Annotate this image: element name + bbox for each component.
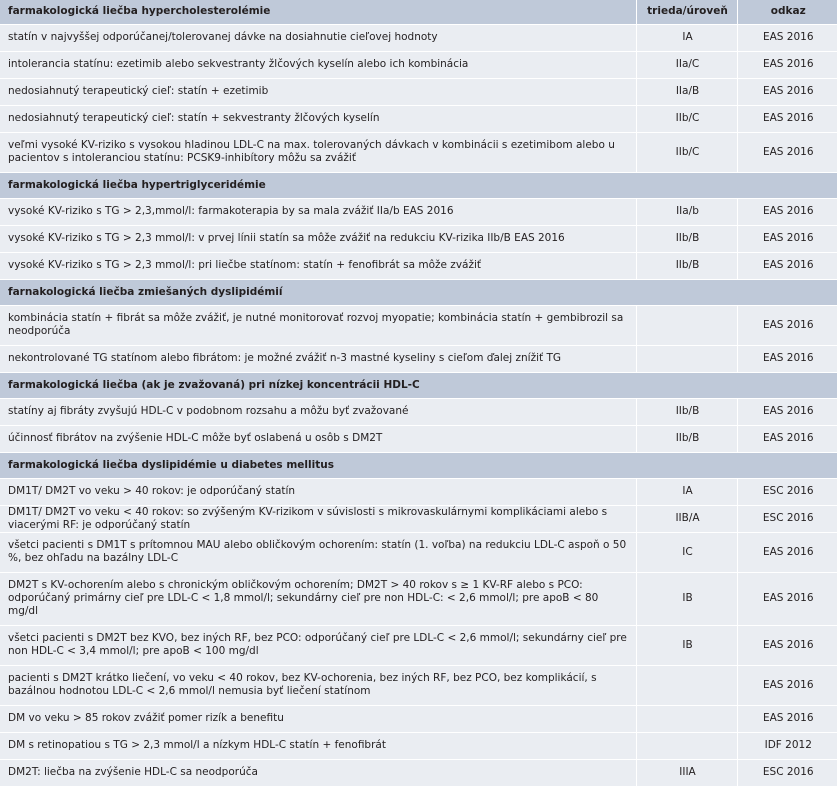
- column-header-reference: odkaz: [737, 0, 837, 24]
- recommendation-cell: DM1T/ DM2T vo veku > 40 rokov: je odporúčaný statín: [0, 478, 636, 505]
- table-row: [0, 78, 837, 105]
- recommendation-cell: nekontrolované TG statínom alebo fibrátom: je možné zvážiť n-3 mastné kyseliny s cieľom ďalej znížiť TG: [0, 345, 636, 372]
- recommendation-cell: vysoké KV-riziko s TG > 2,3,mmol/l: farmakoterapia by sa mala zvážiť IIa/b EAS 2016: [0, 198, 636, 225]
- reference-cell: EAS 2016: [737, 252, 837, 279]
- table-row: [0, 665, 837, 705]
- level-cell: IIb/B: [636, 252, 737, 279]
- level-cell: IB: [636, 625, 737, 665]
- level-cell: [636, 665, 737, 705]
- recommendation-cell: kombinácia statín + fibrát sa môže zvážiť, je nutné monitorovať rozvoj myopatie; kombinácia statín + gembibrozil sa neodporúča: [0, 305, 636, 345]
- section-header-row: [0, 372, 837, 398]
- level-cell: IIb/B: [636, 425, 737, 452]
- level-cell: IIB/A: [636, 505, 737, 532]
- table-row: [0, 625, 837, 665]
- table-row: [0, 345, 837, 372]
- reference-cell: EAS 2016: [737, 665, 837, 705]
- table-row: [0, 51, 837, 78]
- table-row: [0, 532, 837, 572]
- level-cell: IIb/B: [636, 398, 737, 425]
- recommendation-cell: DM s retinopatiou s TG > 2,3 mmol/l a nízkym HDL-C statín + fenofibrát: [0, 732, 636, 759]
- table-row: [0, 198, 837, 225]
- recommendation-cell: veľmi vysoké KV-riziko s vysokou hladinou LDL-C na max. tolerovaných dávkach v kombinácii s ezetimibom alebo u pacientov s intoleranciou statínu: PCSK9-inhibítory môžu sa zvážiť: [0, 132, 636, 172]
- recommendation-cell: všetci pacienti s DM2T bez KVO, bez iných RF, bez PCO: odporúčaný cieľ pre LDL-C < 2,6 mmol/l; sekundárny cieľ pre non HDL-C < 3,4 mmol/l; pre apoB < 100 mg/dl: [0, 625, 636, 665]
- section-header-row: [0, 452, 837, 478]
- reference-cell: EAS 2016: [737, 532, 837, 572]
- recommendation-cell: nedosiahnutý terapeutický cieľ: statín + ezetimib: [0, 78, 636, 105]
- reference-cell: EAS 2016: [737, 345, 837, 372]
- reference-cell: EAS 2016: [737, 78, 837, 105]
- reference-cell: EAS 2016: [737, 198, 837, 225]
- table-row: [0, 305, 837, 345]
- table-row: [0, 705, 837, 732]
- recommendation-cell: účinnosť fibrátov na zvýšenie HDL-C môže byť oslabená u osôb s DM2T: [0, 425, 636, 452]
- table-row: [0, 572, 837, 625]
- table-row: [0, 132, 837, 172]
- recommendation-cell: DM2T s KV-ochorením alebo s chronickým obličkovým ochorením; DM2T > 40 rokov s ≥ 1 KV-RF alebo s PCO: odporúčaný primárny cieľ pre LDL-C < 1,8 mmol/l; sekundárny cieľ pre non HDL-C: < 2,6 mmol/l; pre apoB < 80 mg/dl: [0, 572, 636, 625]
- table-row: [0, 398, 837, 425]
- reference-cell: EAS 2016: [737, 225, 837, 252]
- reference-cell: EAS 2016: [737, 305, 837, 345]
- reference-cell: EAS 2016: [737, 51, 837, 78]
- level-cell: [636, 705, 737, 732]
- level-cell: IB: [636, 572, 737, 625]
- recommendation-cell: DM2T: liečba na zvýšenie HDL-C sa neodporúča: [0, 759, 636, 786]
- column-header-level: trieda/úroveň: [636, 0, 737, 24]
- reference-cell: EAS 2016: [737, 132, 837, 172]
- level-cell: IA: [636, 24, 737, 51]
- reference-cell: ESC 2016: [737, 505, 837, 532]
- section-title: farmakologická liečba (ak je zvažovaná) pri nízkej koncentrácii HDL-C: [0, 372, 837, 398]
- reference-cell: EAS 2016: [737, 625, 837, 665]
- reference-cell: EAS 2016: [737, 24, 837, 51]
- level-cell: IIa/B: [636, 78, 737, 105]
- reference-cell: ESC 2016: [737, 759, 837, 786]
- reference-cell: EAS 2016: [737, 572, 837, 625]
- recommendation-cell: DM vo veku > 85 rokov zvážiť pomer rizík a benefitu: [0, 705, 636, 732]
- level-cell: IIb/C: [636, 105, 737, 132]
- level-cell: [636, 732, 737, 759]
- section-header-row: [0, 279, 837, 305]
- section-title: farmakologická liečba dyslipidémie u diabetes mellitus: [0, 452, 837, 478]
- level-cell: [636, 345, 737, 372]
- section-title: farmakologická liečba hypercholesterolémie: [0, 0, 636, 24]
- table-row: [0, 225, 837, 252]
- reference-cell: EAS 2016: [737, 105, 837, 132]
- level-cell: IIb/B: [636, 225, 737, 252]
- table-row: [0, 425, 837, 452]
- recommendation-cell: statín v najvyššej odporúčanej/tolerovanej dávke na dosiahnutie cieľovej hodnoty: [0, 24, 636, 51]
- table-row: [0, 732, 837, 759]
- recommendation-cell: pacienti s DM2T krátko liečení, vo veku < 40 rokov, bez KV-ochorenia, bez iných RF, bez PCO, bez komplikácií, s bazálnou hodnotou LDL-C < 2,6 mmol/l nemusia byť liečení statínom: [0, 665, 636, 705]
- recommendation-cell: intolerancia statínu: ezetimib alebo sekvestranty žlčových kyselín alebo ich kombinácia: [0, 51, 636, 78]
- table-row: [0, 24, 837, 51]
- level-cell: IIa/b: [636, 198, 737, 225]
- reference-cell: EAS 2016: [737, 398, 837, 425]
- recommendation-cell: DM1T/ DM2T vo veku < 40 rokov: so zvýšeným KV-rizikom v súvislosti s mikrovaskulárnymi komplikáciami alebo s viacerými RF: je odporúčaný statín: [0, 505, 636, 532]
- recommendation-cell: vysoké KV-riziko s TG > 2,3 mmol/l: v prvej línii statín sa môže zvážiť na redukciu KV-rizika IIb/B EAS 2016: [0, 225, 636, 252]
- recommendation-cell: vysoké KV-riziko s TG > 2,3 mmol/l: pri liečbe statínom: statín + fenofibrát sa môže zvážiť: [0, 252, 636, 279]
- table-row: [0, 105, 837, 132]
- section-title: farnakologická liečba zmiešaných dyslipidémií: [0, 279, 837, 305]
- table-row: [0, 252, 837, 279]
- recommendation-cell: nedosiahnutý terapeutický cieľ: statín + sekvestranty žlčových kyselín: [0, 105, 636, 132]
- table-row: [0, 478, 837, 505]
- reference-cell: EAS 2016: [737, 425, 837, 452]
- section-header-row: [0, 172, 837, 198]
- reference-cell: EAS 2016: [737, 705, 837, 732]
- table-row: [0, 759, 837, 786]
- table-row: [0, 505, 837, 532]
- level-cell: IIa/C: [636, 51, 737, 78]
- section-header-row: [0, 0, 837, 24]
- level-cell: IIIA: [636, 759, 737, 786]
- recommendation-cell: statíny aj fibráty zvyšujú HDL-C v podobnom rozsahu a môžu byť zvažované: [0, 398, 636, 425]
- level-cell: IA: [636, 478, 737, 505]
- recommendation-cell: všetci pacienti s DM1T s prítomnou MAU alebo obličkovým ochorením: statín (1. voľba) na redukciu LDL-C aspoň o 50 %, bez ohľadu na bazálny LDL-C: [0, 532, 636, 572]
- reference-cell: ESC 2016: [737, 478, 837, 505]
- level-cell: IIb/C: [636, 132, 737, 172]
- level-cell: IC: [636, 532, 737, 572]
- level-cell: [636, 305, 737, 345]
- section-title: farmakologická liečba hypertriglyceridémie: [0, 172, 837, 198]
- reference-cell: IDF 2012: [737, 732, 837, 759]
